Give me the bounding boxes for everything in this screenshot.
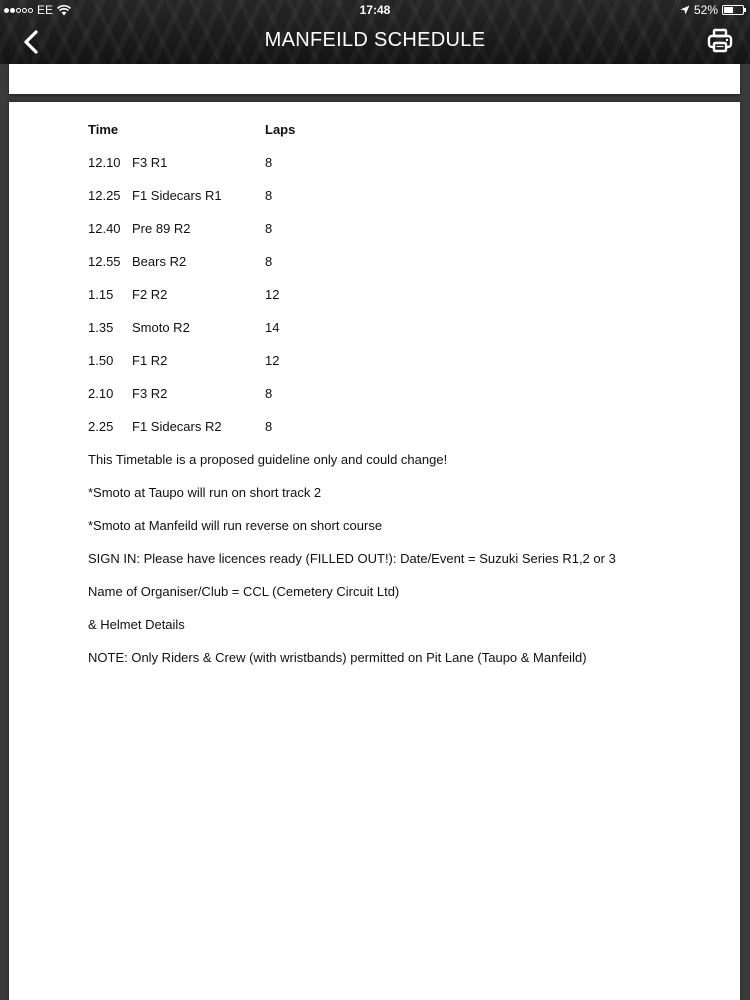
schedule-laps: 8 [265,419,273,434]
schedule-note: This Timetable is a proposed guideline only and could change! [88,452,448,467]
schedule-time: 2.25 [88,419,114,434]
schedule-note: & Helmet Details [88,617,185,632]
schedule-laps: 8 [265,188,273,203]
schedule-event: Pre 89 R2 [132,221,191,236]
schedule-laps: 8 [265,386,273,401]
schedule-laps: 14 [265,320,280,335]
schedule-event: F3 R1 [132,155,168,170]
schedule-note: *Smoto at Taupo will run on short track 2 [88,485,322,500]
schedule-event: Bears R2 [132,254,187,269]
status-right [680,3,744,17]
schedule-laps: 8 [265,155,273,170]
schedule-header [88,122,616,155]
schedule-row [88,320,616,353]
schedule-laps: 8 [265,221,273,236]
nav-bar [0,20,750,64]
schedule-laps: 12 [265,353,280,368]
page-title: MANFEILD SCHEDULE [264,29,486,51]
clock: 17:48 [359,3,391,17]
schedule-event: F2 R2 [132,287,168,302]
carrier-label: EE [37,3,54,17]
schedule-laps: 12 [265,287,280,302]
schedule-event: F1 R2 [132,353,168,368]
top-bar [0,0,750,64]
location-arrow-icon [680,5,690,15]
schedule-note: *Smoto at Manfeild will run reverse on short course [88,518,383,533]
schedule-note: Name of Organiser/Club = CCL (Cemetery Circuit Ltd) [88,584,400,599]
schedule-time: 12.25 [88,188,121,203]
schedule-event: F3 R2 [132,386,168,401]
status-bar [0,0,750,20]
schedule-event: F1 Sidecars R2 [132,419,222,434]
schedule-time: 12.55 [88,254,121,269]
schedule-time: 12.10 [88,155,121,170]
schedule-row [88,386,616,419]
schedule-time: 12.40 [88,221,121,236]
schedule-note: NOTE: Only Riders & Crew (with wristbands) permitted on Pit Lane (Taupo & Manfeild) [88,650,587,665]
schedule-row [88,221,616,254]
laps-column-header: Laps [265,122,296,137]
schedule-row [88,254,616,287]
schedule-time: 2.10 [88,386,114,401]
schedule-event: Smoto R2 [132,320,190,335]
time-column-header: Time [88,122,119,137]
battery-percent: 52% [693,3,718,17]
battery-icon [722,5,744,15]
schedule-laps: 8 [265,254,273,269]
schedule-row [88,353,616,386]
schedule-event: F1 Sidecars R1 [132,188,222,203]
schedule-time: 1.50 [88,353,114,368]
schedule-row [88,155,616,188]
schedule-document [88,122,616,683]
schedule-time: 1.15 [88,287,114,302]
schedule-time: 1.35 [88,320,114,335]
printer-icon[interactable] [706,27,734,55]
schedule-row [88,188,616,221]
battery-fill [724,7,733,13]
schedule-row [88,419,616,452]
previous-page [9,64,740,94]
schedule-note: SIGN IN: Please have licences ready (FILLED OUT!): Date/Event = Suzuki Series R1,2 or 3 [88,551,616,566]
schedule-row [88,287,616,320]
